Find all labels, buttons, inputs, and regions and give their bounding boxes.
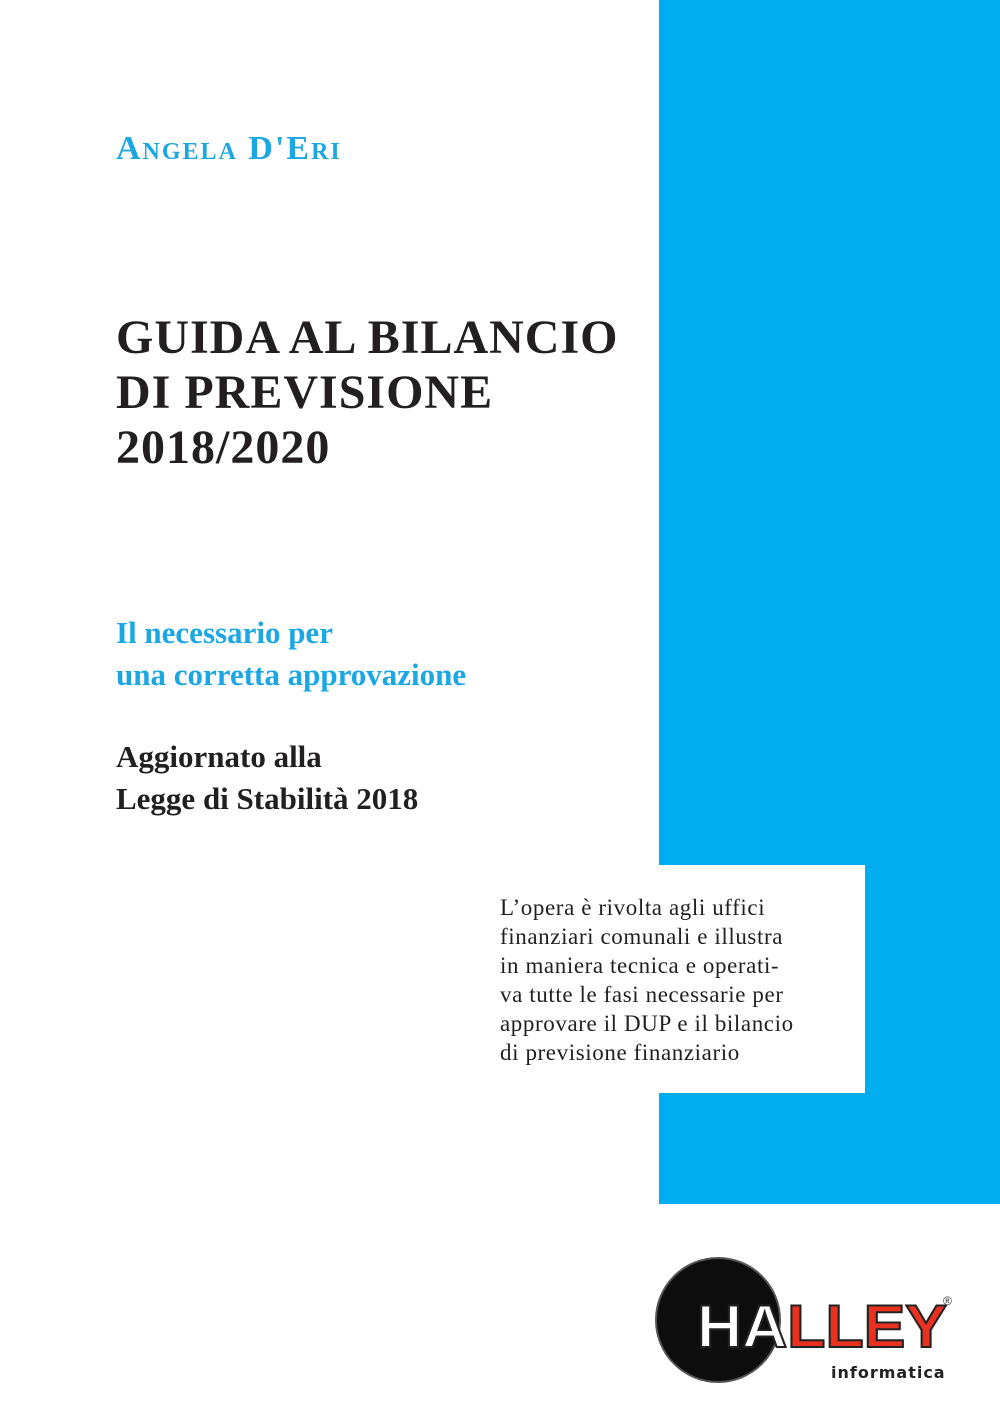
title-line: GUIDA AL BILANCIO xyxy=(116,311,619,364)
description-line: va tutte le fasi necessarie per xyxy=(500,982,784,1007)
subtitle-line: una corretta approvazione xyxy=(116,657,467,692)
registered-mark: ® xyxy=(943,1294,952,1308)
subtitle-line: Il necessario per xyxy=(116,615,333,650)
description-line: approvare il DUP e il bilancio xyxy=(500,1011,794,1036)
description xyxy=(500,893,840,1067)
logo-text-part: HA xyxy=(697,1293,784,1360)
edition-note xyxy=(116,736,418,820)
logo-text-part: LLEY xyxy=(787,1293,941,1360)
book-title xyxy=(116,310,618,475)
publisher-logo xyxy=(655,1255,965,1395)
description-line: L’opera è rivolta agli uffici xyxy=(500,895,766,920)
description-line: di previsione finanziario xyxy=(500,1040,740,1065)
subtitle xyxy=(116,612,466,696)
title-line: DI PREVISIONE xyxy=(116,366,494,419)
logo-text xyxy=(697,1293,947,1360)
description-line: in maniera tecnica e operati- xyxy=(500,953,780,978)
logo-tagline: informatica xyxy=(831,1363,946,1382)
description-line: finanziari comunali e illustra xyxy=(500,924,784,949)
edition-line: Aggiornato alla xyxy=(116,739,322,774)
edition-line: Legge di Stabilità 2018 xyxy=(116,781,419,816)
author-name: Angela D'Eri xyxy=(116,130,342,167)
title-line: 2018/2020 xyxy=(116,421,331,474)
